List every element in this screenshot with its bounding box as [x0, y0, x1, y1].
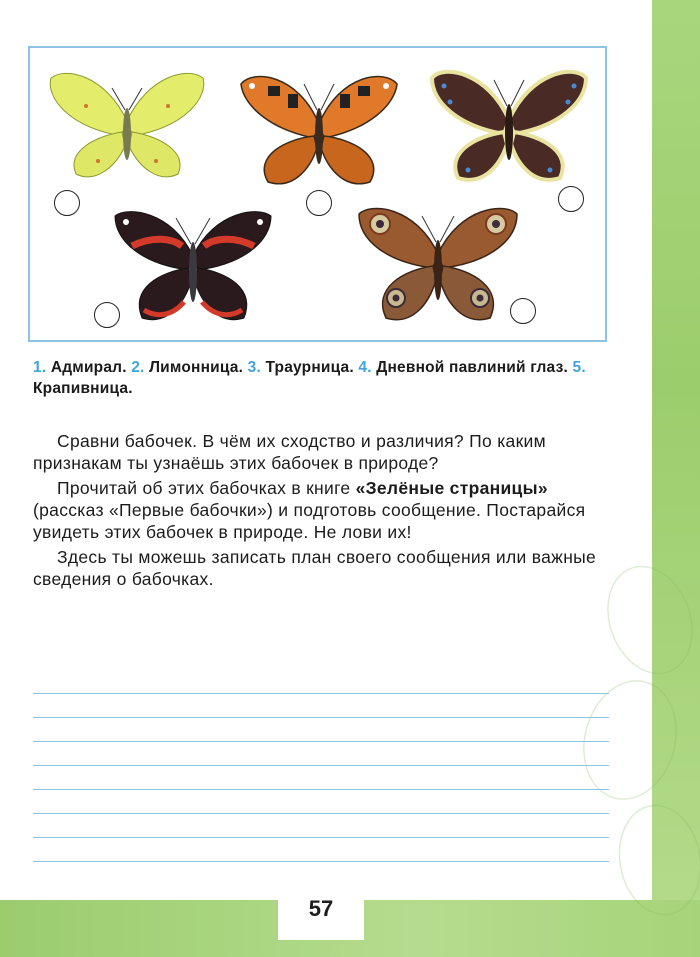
answer-circle-1[interactable]: [54, 190, 80, 216]
task-paragraph-write: Здесь ты можешь записать план своего сообщения или важные сведения о бабочках.: [33, 547, 597, 589]
answer-circle-3[interactable]: [558, 186, 584, 212]
writing-line[interactable]: [33, 790, 609, 814]
answer-circle-5[interactable]: [510, 298, 536, 324]
task-paragraph-read: [33, 477, 611, 543]
writing-lines[interactable]: [33, 670, 609, 862]
caption-number: 1.: [33, 359, 47, 376]
caption-name: Дневной павлиний глаз.: [376, 359, 568, 376]
page-number: 57: [308, 896, 334, 921]
writing-line[interactable]: [33, 670, 609, 694]
caption-number: 2.: [131, 359, 145, 376]
task-read-text-start: Прочитай об этих бабочках в книге: [57, 478, 356, 498]
admiral-butterfly-image: [112, 206, 274, 326]
writing-line[interactable]: [33, 694, 609, 718]
brimstone-butterfly-image: [46, 66, 208, 184]
butterflies-picture: [28, 46, 607, 342]
caption-number: 4.: [358, 359, 372, 376]
writing-line[interactable]: [33, 814, 609, 838]
caption-name: Траурница.: [265, 359, 354, 376]
writing-line[interactable]: [33, 718, 609, 742]
butterfly-names-caption: [33, 357, 613, 399]
task-paragraph-compare: Сравни бабочек. В чём их сходство и различия? По каким признакам ты узнаёшь этих бабочек в природе?: [33, 431, 546, 473]
task-text: [33, 430, 611, 590]
caption-name: Крапивница.: [33, 380, 133, 397]
caption-name: Адмирал.: [50, 359, 127, 376]
writing-line[interactable]: [33, 766, 609, 790]
book-title: «Зелёные страницы»: [355, 478, 548, 498]
caption-number: 3.: [247, 359, 261, 376]
mourning-cloak-butterfly-image: [428, 62, 590, 186]
writing-line[interactable]: [33, 838, 609, 862]
caption-name: Лимонница.: [149, 359, 244, 376]
caption-number: 5.: [572, 359, 586, 376]
tortoiseshell-butterfly-image: [238, 64, 400, 192]
answer-circle-2[interactable]: [306, 190, 332, 216]
task-read-text-end: (рассказ «Первые бабочки») и подготовь сообщение. Постарайся увидеть этих бабочек в природе. Не лови их!: [33, 500, 586, 542]
writing-line[interactable]: [33, 742, 609, 766]
peacock-butterfly-image: [356, 202, 520, 326]
answer-circle-4[interactable]: [94, 302, 120, 328]
